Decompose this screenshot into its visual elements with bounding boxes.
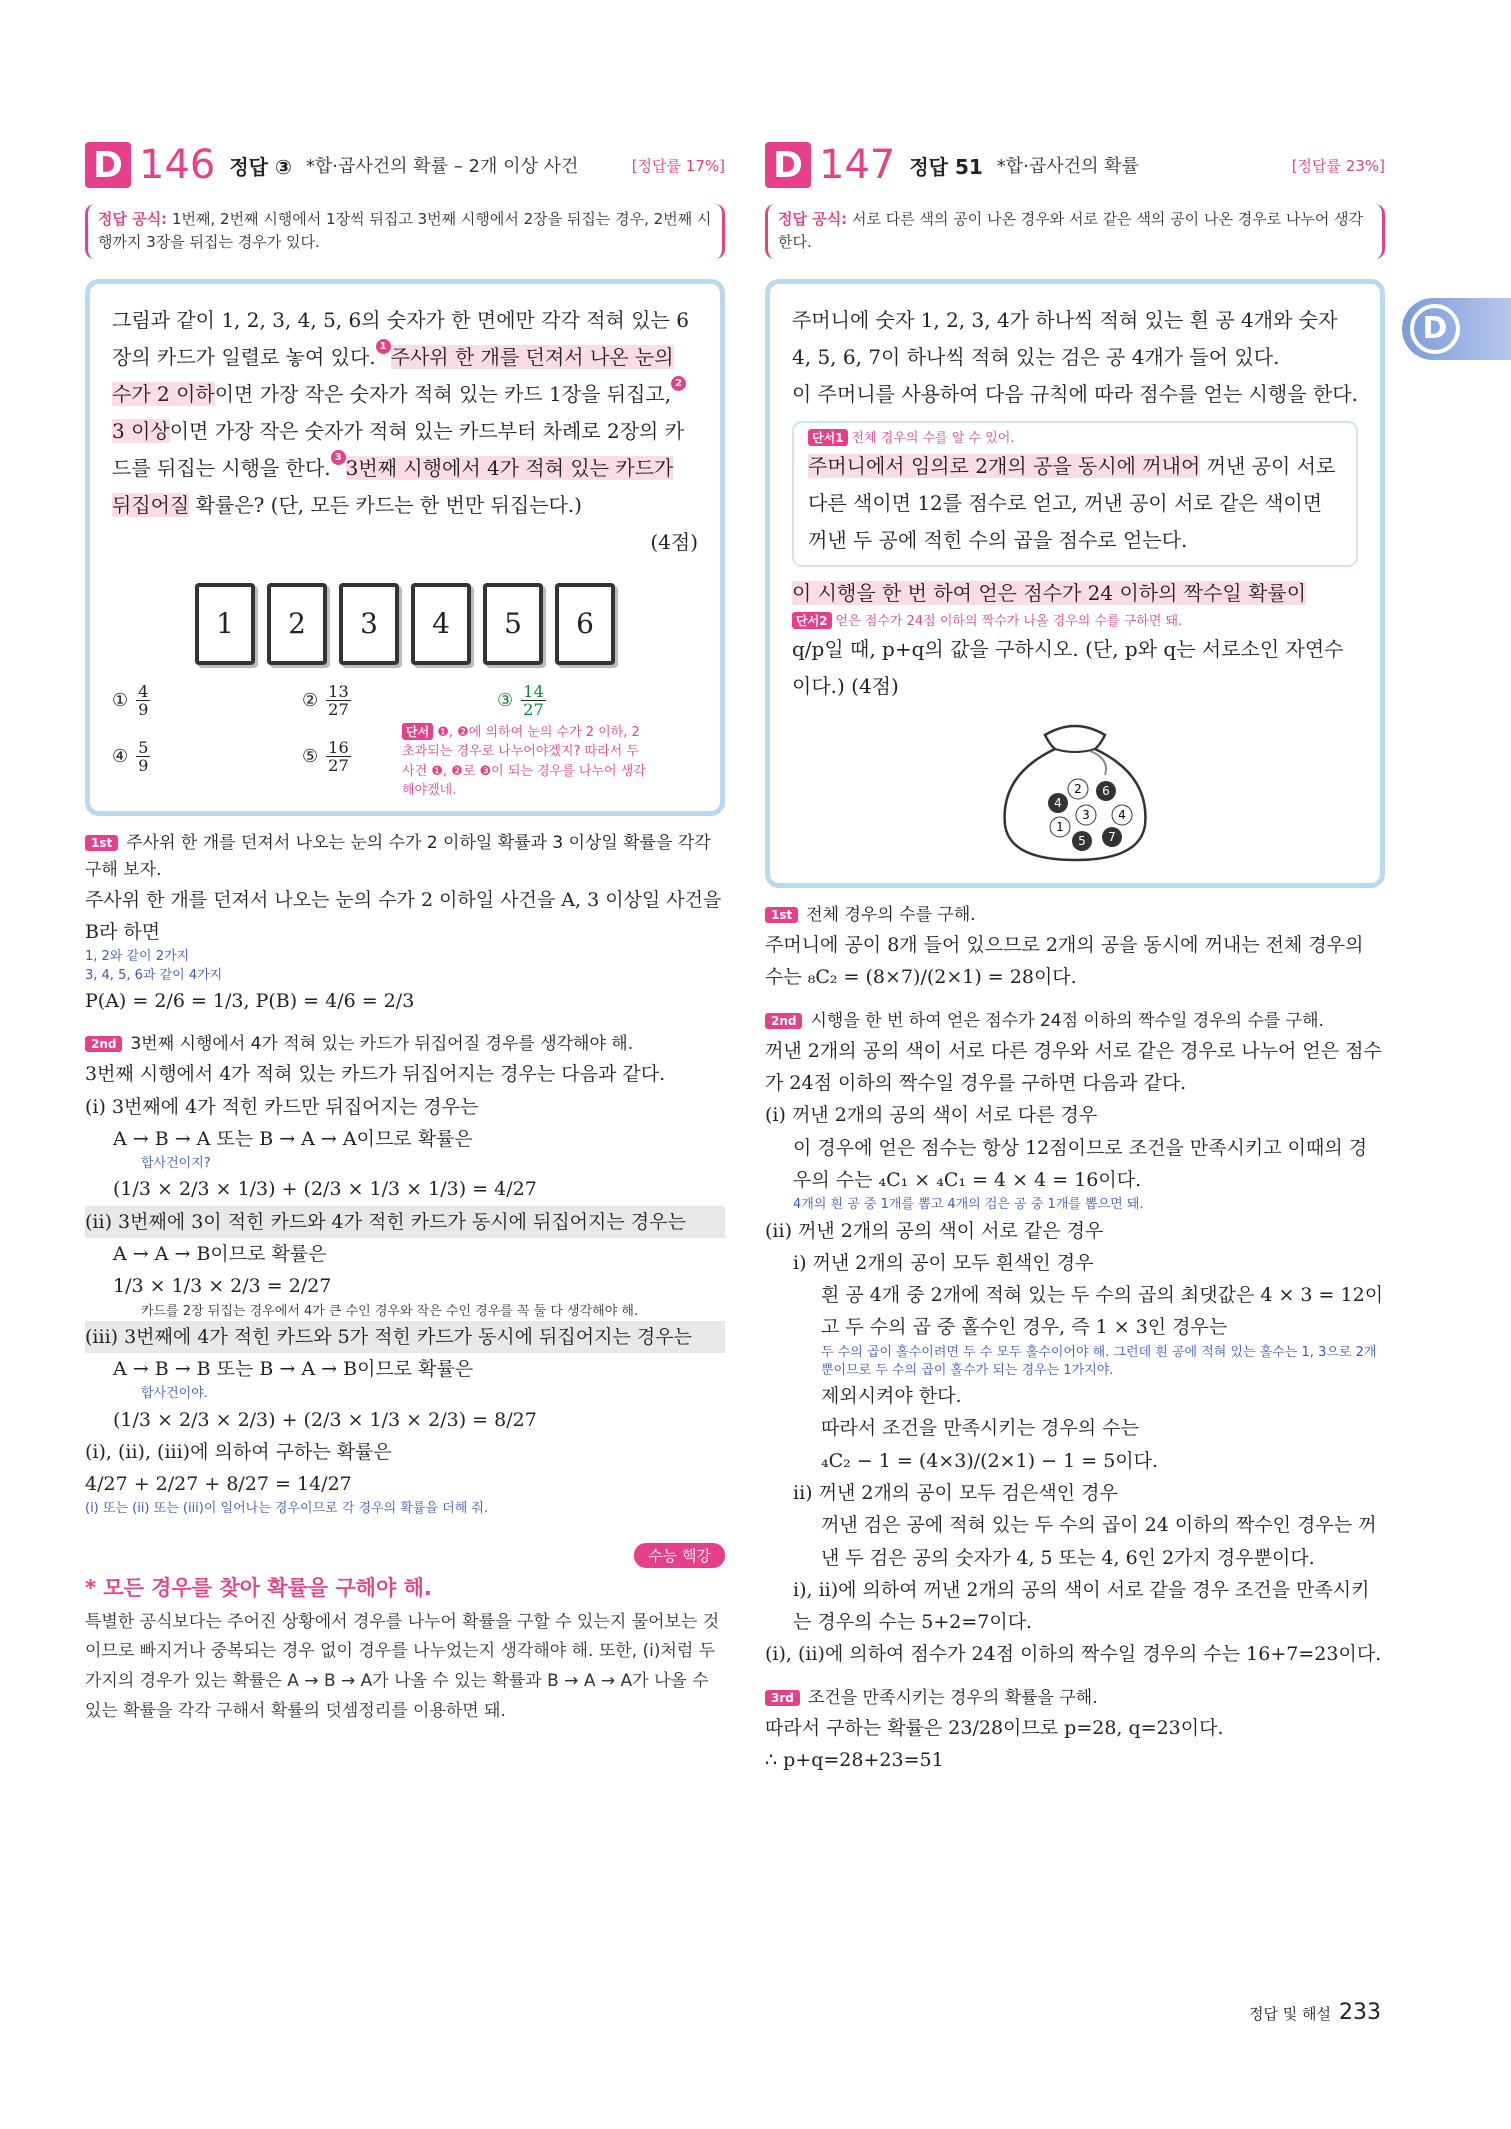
question-number: 147 (819, 142, 896, 188)
choice-5[interactable] (302, 739, 353, 776)
topic: *합·곱사건의 확률 (996, 156, 1139, 177)
case-2a-body: 흰 공 4개 중 2개에 적혀 있는 두 수의 곱의 최댓값은 4 × 3 = 12이고 두 수의 곱 중 홀수인 경우, 즉 1 × 3인 경우는 (821, 1284, 1384, 1339)
page-number: 233 (1339, 2000, 1381, 2025)
fraction (326, 739, 351, 776)
card: 2 (267, 583, 327, 665)
formula-label: 정답 공식: (778, 210, 848, 228)
case-2a-equation: ₄C₂ − 1 = (4×3)/(2×1) − 1 = 5이다. (821, 1449, 1159, 1472)
question-header (765, 140, 1385, 190)
step-title: 시행을 한 번 하여 얻은 점수가 24점 이하의 짝수일 경우의 수를 구해. (810, 1010, 1324, 1031)
answer-label: 정답 ③ (229, 154, 292, 179)
card: 5 (483, 583, 543, 665)
case-1-body: 이 경우에 얻은 점수는 항상 12점이므로 조건을 만족시키고 이때의 경우의 수는 ₄C₁ × ₄C₁ = 4 × 4 = 16이다. (793, 1136, 1368, 1192)
answer-formula (765, 204, 1385, 259)
rule-box (792, 421, 1358, 567)
step-title: 주사위 한 개를 던져서 나오는 눈의 수가 2 이하일 확률과 3 이상일 확률을 각각 구해 보자. (85, 832, 711, 880)
step-2-body: 꺼낸 2개의 공의 색이 서로 다른 경우와 서로 같은 경우로 나누어 얻은 점수가 24점 이하의 짝수일 경우를 구하면 다음과 같다. (765, 1039, 1382, 1095)
hint-2 (792, 612, 1358, 631)
step-2-body: 3번째 시행에서 4가 적혀 있는 카드가 뒤집어지는 경우는 다음과 같다. (85, 1063, 666, 1086)
hint (402, 723, 652, 801)
numerator: 16 (328, 737, 349, 757)
ball-number: 7 (1108, 829, 1116, 844)
numerator: 4 (138, 681, 149, 701)
question-147 (765, 140, 1385, 1777)
case-1-equation: (1/3 × 2/3 × 1/3) + (2/3 × 1/3 × 1/3) = 4/27 (113, 1178, 537, 1201)
step-1-note-a: 1, 2와 같이 2가지 (85, 949, 190, 965)
case-3-equation: (1/3 × 2/3 × 2/3) + (2/3 × 1/3 × 2/3) = 8/27 (113, 1408, 537, 1431)
topic: *합·곱사건의 확률 – 2개 이상 사건 (305, 156, 579, 177)
step-tag: 1st (85, 835, 118, 851)
final-answer: ∴ p+q=28+23=51 (765, 1749, 944, 1772)
step-1-body: 주사위 한 개를 던져서 나오는 눈의 수가 2 이하일 사건을 A, 3 이상일 사건을 B라 하면 (85, 888, 722, 944)
step-title: 3번째 시행에서 4가 적혀 있는 카드가 뒤집어질 경우를 생각해야 해. (130, 1034, 634, 1055)
step-1-note-b: 3, 4, 5, 6과 같이 4가지 (85, 967, 223, 983)
step-2 (85, 1031, 725, 1058)
numerator: 5 (138, 737, 149, 757)
ball-number: 1 (1056, 819, 1064, 834)
ball-number: 2 (1074, 781, 1082, 796)
choice-number: ④ (112, 746, 129, 768)
case-1-sequence: A → B → A 또는 B → A → A이므로 확률은 (113, 1127, 473, 1150)
case-2: (ii) 3번째에 3이 적힌 카드와 4가 적힌 카드가 동시에 뒤집어지는 경우는 (85, 1206, 725, 1238)
pouch-illustration (990, 715, 1160, 865)
step-1-body: 주머니에 공이 8개 들어 있으므로 2개의 공을 동시에 꺼내는 전체 경우의 수는 ₈C₂ = (8×7)/(2×1) = 28이다. (765, 934, 1364, 989)
card: 1 (195, 583, 255, 665)
formula-label: 정답 공식: (98, 210, 168, 228)
step-1 (765, 902, 1385, 929)
problem-box (765, 279, 1385, 888)
case-2: (ii) 꺼낸 2개의 공의 색이 서로 같은 경우 (765, 1219, 1104, 1242)
case-1-note: 4개의 흰 공 중 1개를 뽑고 4개의 검은 공 중 1개를 뽑으면 돼. (793, 1197, 1144, 1213)
choice-number: ③ (497, 690, 514, 712)
marker-1-icon: 1 (376, 339, 391, 354)
case-3-note: 합사건이야. (141, 1386, 208, 1402)
guide-body: 특별한 공식보다는 주어진 상황에서 경우를 나누어 확률을 구할 수 있는지 물어보는 것이므로 빠지거나 중복되는 경우 없이 경우를 나누었는지 생각해야 해. 또한, (i)처럼 두 가지의 경우가 있는 확률은 A → B → A가 나올 수 있는 확률과 B → A → A가 나올 수 있는 확률을 각각 구해서 확률의 덧셈정리를 이용하면 돼. (85, 1611, 720, 1721)
step-3 (765, 1685, 1385, 1712)
highlight-condition-3: 3번째 시행에서 4가 적혀 있는 카드가 뒤집어질 (112, 455, 674, 517)
fraction (136, 739, 150, 776)
step-2 (765, 1008, 1385, 1035)
chapter-letter: D (1410, 304, 1460, 354)
page-footer (1249, 2000, 1381, 2025)
footer-label: 정답 및 해설 (1249, 2005, 1331, 2023)
chapter-side-tab (1402, 298, 1511, 360)
numerator: 14 (523, 681, 544, 701)
hint-text: ❶, ❷에 의하여 눈의 수가 2 이하, 2 초과되는 경우로 나누어야겠지? 따라서 두 사건 ❶, ❷로 ❸이 되는 경우를 나누어 생각해야겠네. (402, 724, 646, 798)
choice-number: ② (302, 690, 319, 712)
problem-text-1: 주머니에 숫자 1, 2, 3, 4가 하나씩 적혀 있는 흰 공 4개와 숫자 4, 5, 6, 7이 하나씩 적혀 있는 검은 공 4개가 들어 있다. (792, 307, 1338, 369)
case-2a: i) 꺼낸 2개의 공이 모두 흰색인 경우 (793, 1251, 1094, 1274)
problem-text-2: 이 주머니를 사용하여 다음 규칙에 따라 점수를 얻는 시행을 한다. (792, 381, 1358, 406)
case-2b-body: 꺼낸 검은 공에 적혀 있는 두 수의 곱이 24 이하의 짝수인 경우는 꺼낸 두 검은 공의 숫자가 4, 5 또는 4, 6인 2가지 경우뿐이다. (821, 1514, 1377, 1569)
hint-text: 얻은 점수가 24점 이하의 짝수가 나올 경우의 수를 구하면 돼. (835, 613, 1183, 629)
choice-number: ① (112, 690, 129, 712)
step-tag: 2nd (765, 1013, 802, 1029)
guide-title: * 모든 경우를 찾아 확률을 구해야 해. (85, 1575, 432, 1600)
formula-text: 1번째, 2번째 시행에서 1장씩 뒤집고 3번째 시행에서 2장을 뒤집는 경우, 2번째 시행까지 3장을 뒤집는 경우가 있다. (98, 210, 712, 252)
total-cases: (i), (ii)에 의하여 점수가 24점 이하의 짝수일 경우의 수는 16+7=23이다. (765, 1643, 1382, 1666)
choice-1[interactable] (112, 683, 152, 720)
marker-3-icon: 3 (331, 450, 346, 465)
correct-rate: [정답률 23%] (1291, 156, 1385, 175)
denominator: 27 (328, 700, 349, 720)
fraction (521, 683, 546, 720)
question-146 (85, 140, 725, 1727)
sum-note: (i) 또는 (ii) 또는 (iii)이 일어나는 경우이므로 각 경우의 확률을 더해 줘. (85, 1501, 489, 1517)
case-2b: ii) 꺼낸 2개의 공이 모두 검은색인 경우 (793, 1481, 1118, 1504)
guide-header (85, 1543, 725, 1568)
question-header (85, 140, 725, 190)
case-1-note: 합사건이지? (141, 1156, 211, 1172)
highlight-condition-2: 3 이상 (112, 418, 170, 443)
card: 3 (339, 583, 399, 665)
problem-sentence: 확률은? (단, 모든 카드는 한 번만 뒤집는다.) (189, 492, 582, 517)
choice-4[interactable] (112, 739, 152, 776)
case-3-sequence: A → B → B 또는 B → A → B이므로 확률은 (113, 1358, 474, 1381)
hint-tag: 단서 (402, 723, 433, 740)
case-2a-body-3: 따라서 조건을 만족시키는 경우의 수는 (821, 1417, 1139, 1440)
hint-tag: 단서2 (792, 612, 832, 629)
sum-equation: 4/27 + 2/27 + 8/27 = 14/27 (85, 1473, 352, 1496)
rule-text (808, 448, 1342, 559)
card-row (112, 583, 698, 665)
ball-number: 5 (1078, 833, 1086, 848)
fraction (136, 683, 150, 720)
case-2-sequence: A → A → B이므로 확률은 (113, 1243, 327, 1265)
problem-text-3: 이 시행을 한 번 하여 얻은 점수가 24 이하의 짝수일 확률이 (792, 580, 1307, 605)
hint-text: 전체 경우의 수를 알 수 있어. (851, 430, 1015, 446)
case-2a-note: 두 수의 곱이 홀수이려면 두 수 모두 홀수이어야 해. 그런데 흰 공에 적혀 있는 홀수는 1, 3으로 2개뿐이므로 두 수의 곱이 홀수가 되는 경우는 1가지야. (821, 1344, 1377, 1378)
rule-sentence: 꺼낸 공이 서로 다른 색이면 12를 점수로 얻고, 꺼낸 공이 서로 같은 색이면 꺼낸 두 공에 적힌 수의 곱을 점수로 얻는다. (808, 453, 1336, 552)
case-2-sum: i), ii)에 의하여 꺼낸 2개의 공의 색이 서로 같을 경우 조건을 만족시키는 경우의 수는 5+2=7이다. (793, 1578, 1370, 1634)
problem-sentence: 이면 가장 작은 숫자가 적혀 있는 카드 1장을 뒤집고, (214, 381, 672, 406)
hint-1 (808, 429, 1342, 448)
guide-pill: 수능 핵강 (634, 1543, 725, 1568)
step-title: 조건을 만족시키는 경우의 확률을 구해. (807, 1687, 1098, 1708)
question-number: 146 (139, 142, 216, 188)
hint-tag: 단서1 (808, 429, 848, 446)
choice-number: ⑤ (302, 746, 319, 768)
sum-intro: (i), (ii), (iii)에 의하여 구하는 확률은 (85, 1440, 392, 1463)
ball-number: 4 (1118, 807, 1126, 822)
denominator: 27 (523, 700, 544, 720)
problem-sentence: 이면 가장 작은 숫자가 적혀 있는 카드부터 차례로 2장의 카드를 뒤집는 시행을 한다. (112, 418, 685, 480)
denominator: 9 (138, 700, 149, 720)
case-3: (iii) 3번째에 4가 적힌 카드와 5가 적힌 카드가 동시에 뒤집어지는 경우는 (85, 1321, 725, 1353)
section-badge: D (85, 142, 131, 188)
case-2a-body-2: 제외시켜야 한다. (821, 1385, 962, 1408)
answer-label: 정답 51 (909, 154, 983, 179)
case-1: (i) 3번째에 4가 적힌 카드만 뒤집어지는 경우는 (85, 1095, 479, 1118)
denominator: 27 (328, 756, 349, 776)
fraction (326, 683, 351, 720)
ball-number: 6 (1102, 783, 1110, 798)
card: 6 (555, 583, 615, 665)
step-tag: 2nd (85, 1036, 122, 1052)
ball-number: 3 (1082, 807, 1090, 822)
section-badge: D (765, 142, 811, 188)
numerator: 13 (328, 681, 349, 701)
denominator: 9 (138, 756, 149, 776)
card: 4 (411, 583, 471, 665)
step-1 (85, 830, 725, 884)
case-2-warning: 카드를 2장 뒤집는 경우에서 4가 큰 수인 경우와 작은 수인 경우를 꼭 둘 다 생각해야 해. (141, 1303, 639, 1319)
step-title: 전체 경우의 수를 구해. (806, 904, 976, 925)
problem-sentence: 그림과 같이 1, 2, 3, 4, 5, 6의 숫자가 한 면에만 각각 적혀 있는 6장의 카드가 일렬로 놓여 있다. (112, 307, 689, 369)
answer-formula (85, 204, 725, 259)
step-1-equation: P(A) = 2/6 = 1/3, P(B) = 4/6 = 2/3 (85, 989, 415, 1012)
problem-box (85, 279, 725, 816)
problem-text (112, 302, 698, 524)
answer-choices (112, 681, 698, 798)
case-1: (i) 꺼낸 2개의 공의 색이 서로 다른 경우 (765, 1104, 1098, 1127)
step-3-body: 따라서 구하는 확률은 23/28이므로 p=28, q=23이다. (765, 1716, 1224, 1739)
choice-2[interactable] (302, 683, 353, 720)
correct-rate: [정답률 17%] (631, 156, 725, 175)
highlight-rule: 주머니에서 임의로 2개의 공을 동시에 꺼내어 (808, 453, 1201, 478)
highlight-condition-1: 주사위 한 개를 던져서 나온 눈의 수가 2 이하 (112, 344, 674, 406)
problem-text-4: q/p일 때, p+q의 값을 구하시오. (단, p와 q는 서로소인 자연수이다.) (4점) (792, 636, 1344, 698)
choice-3-correct[interactable] (497, 683, 548, 720)
case-2-equation: 1/3 × 1/3 × 2/3 = 2/27 (113, 1275, 332, 1298)
points: (4점) (650, 529, 698, 554)
ball-number: 4 (1054, 795, 1062, 810)
step-tag: 1st (765, 907, 798, 923)
formula-text: 서로 다른 색의 공이 나온 경우와 서로 같은 색의 공이 나온 경우로 나누어 생각한다. (778, 210, 1364, 252)
marker-2-icon: 2 (671, 376, 686, 391)
step-tag: 3rd (765, 1690, 800, 1706)
